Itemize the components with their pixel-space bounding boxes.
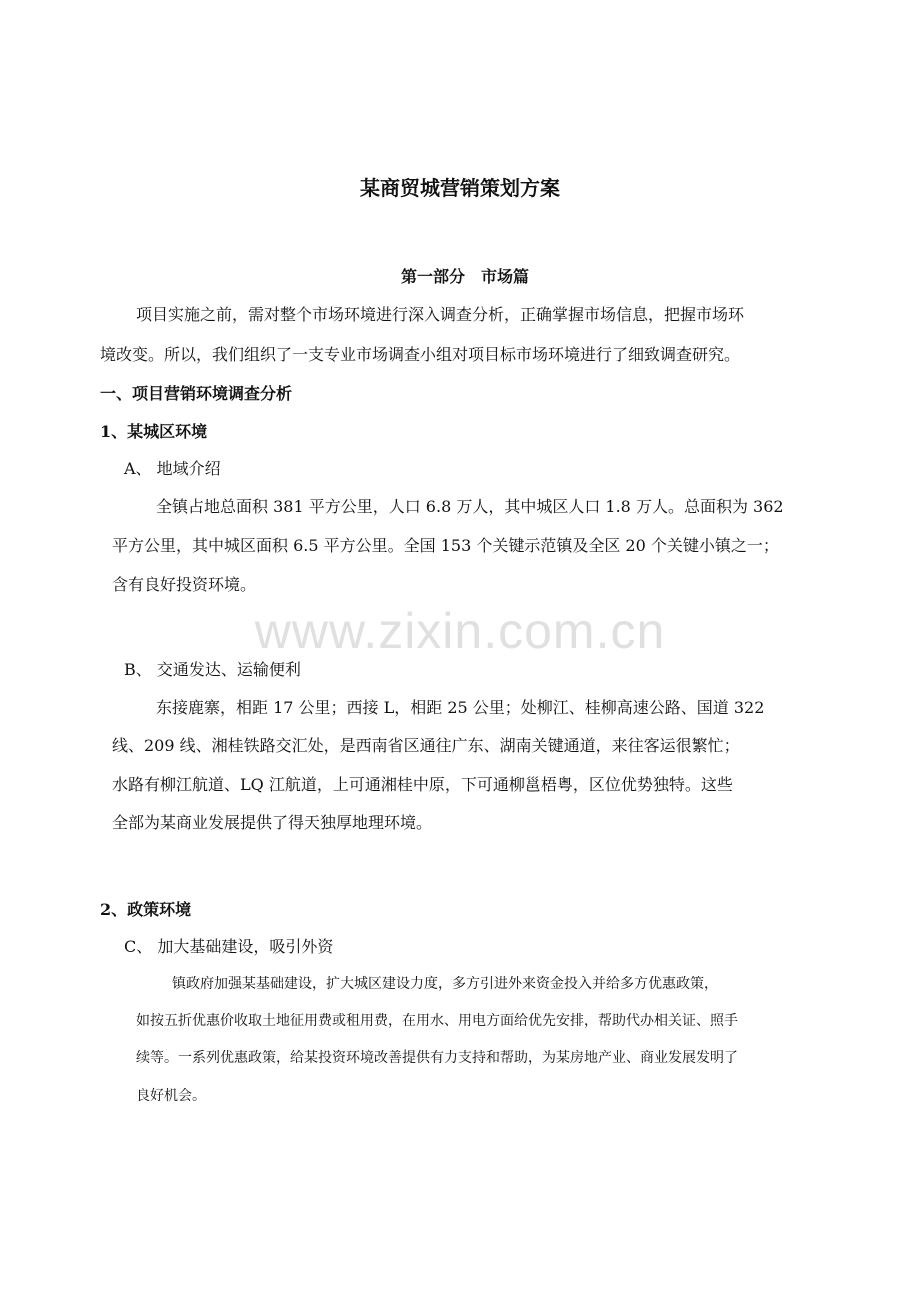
item-c-line-2: 如按五折优惠价收取土地征用费或租用费，在用水、用电方面给优先安排，帮助代办相关证、照手: [136, 1013, 738, 1029]
intro-line-1: 项目实施之前，需对整个市场环境进行深入调查分析，正确掌握市场信息，把握市场环: [136, 305, 745, 324]
item-a-line-3: 含有良好投资环境。: [112, 575, 257, 594]
item-b-line-2: 线、209 线、湘桂铁路交汇处，是西南省区通往广东、湖南关键通道，来往客运很繁忙；: [112, 736, 740, 755]
item-b-line-1: 东接鹿寨，相距 17 公里；西接 L，相距 25 公里；处柳江、桂柳高速公路、国道 322: [156, 698, 765, 717]
item-b-line-3: 水路有柳江航道、LQ 江航道，上可通湘桂中原，下可通柳邕梧粤，区位优势独特。这些: [112, 775, 733, 794]
item-c-line-1: 镇政府加强某基础建设，扩大城区建设力度，多方引进外来资金投入并给多方优惠政策，: [172, 976, 718, 992]
item-a-line-1: 全镇占地总面积 381 平方公里，人口 6.8 万人，其中城区人口 1.8 万人。总面积为 362: [156, 497, 784, 516]
part-heading: 第一部分 市场篇: [400, 267, 529, 286]
watermark: www.zixin.com.cn: [254, 603, 666, 659]
item-a-heading: A、 地域介绍: [124, 459, 221, 478]
item-c-heading: C、 加大基础建设，吸引外资: [124, 937, 334, 956]
document-title: 某商贸城营销策划方案: [360, 176, 560, 200]
item-c-line-3: 续等。一系列优惠政策，给某投资环境改善提供有力支持和帮助，为某房地产业、商业发展发明了: [136, 1050, 738, 1066]
item-b-heading: B、 交通发达、运输便利: [124, 660, 301, 679]
section-heading-1: 一、项目营销环境调查分析: [100, 384, 293, 403]
subsection-heading-1: 1、某城区环境: [100, 422, 208, 441]
subsection-heading-2: 2、政策环境: [100, 900, 192, 919]
item-b-line-4: 全部为某商业发展提供了得天独厚地理环境。: [112, 813, 433, 832]
item-c-line-4: 良好机会。: [136, 1088, 206, 1104]
intro-line-2: 境改变。所以，我们组织了一支专业市场调查小组对项目标市场环境进行了细致调查研究。: [100, 345, 741, 364]
item-a-line-2: 平方公里，其中城区面积 6.5 平方公里。全国 153 个关键示范镇及全区 20 个关键小镇之一；: [112, 536, 779, 555]
